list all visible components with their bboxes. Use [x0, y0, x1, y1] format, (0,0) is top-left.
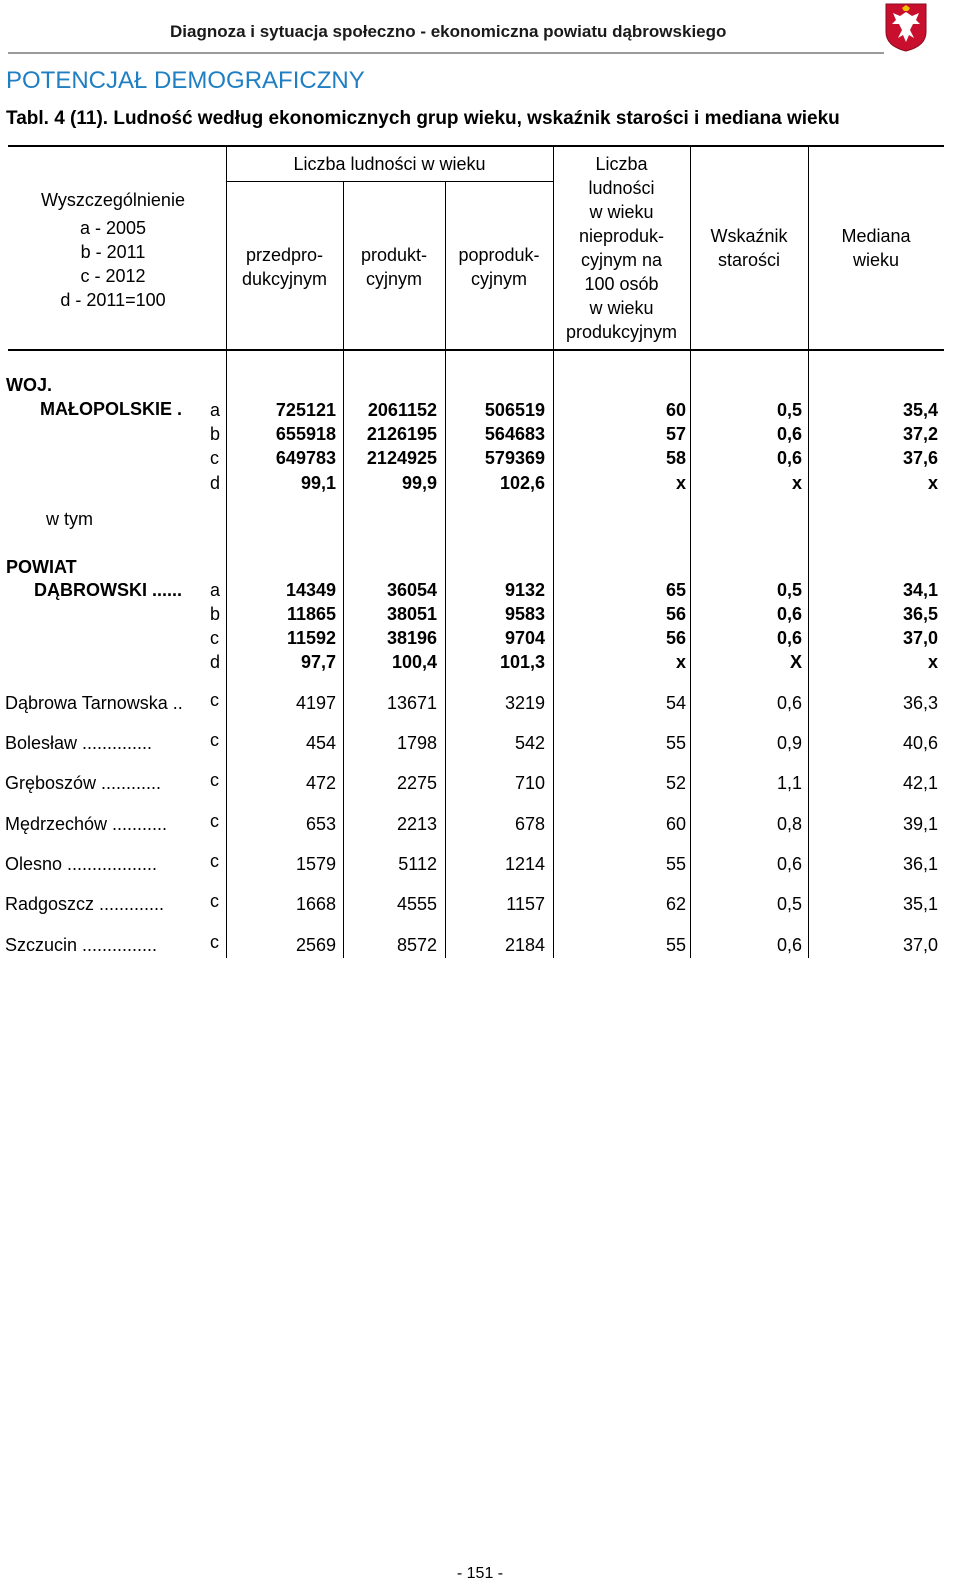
table-cell: 42,1 — [902, 773, 938, 793]
col-header-group: Liczba ludności w wieku — [293, 154, 486, 174]
table-cell: 0,5 — [776, 894, 802, 914]
table-cell: 2061152 — [367, 400, 437, 420]
table-cell: 9132 — [504, 580, 545, 600]
table-cell: 0,5 — [776, 400, 802, 420]
table-cell: 39,1 — [902, 814, 938, 834]
table-cell: 542 — [514, 733, 545, 753]
table-cell: 0,9 — [776, 733, 802, 753]
coat-of-arms-icon — [884, 2, 928, 52]
table-cell: 725121 — [275, 400, 336, 420]
col-divider — [445, 182, 446, 958]
header-rule — [8, 52, 884, 54]
table-cell: 8572 — [396, 935, 437, 955]
table-cell: 0,6 — [776, 935, 802, 955]
table-cell: 34,1 — [902, 580, 938, 600]
header-bottom-rule — [8, 349, 944, 351]
table-cell: 36,3 — [902, 693, 938, 713]
table-cell: 56 — [665, 604, 686, 624]
county-name-line1: POWIAT — [6, 557, 77, 577]
in-which-label: w tym — [46, 509, 93, 529]
table-cell: 14349 — [285, 580, 336, 600]
col-header-spec: Wyszczególnienie a - 2005 b - 2011 c - 2012 d - 2011=100 — [41, 190, 185, 310]
year-variant-letter: c — [210, 811, 219, 831]
table-cell: 1214 — [504, 854, 545, 874]
year-variant-letter: c — [210, 770, 219, 790]
table-title: Tabl. 4 (11). Ludność według ekonomicznych grup wieku, wskaźnik starości i mediana wieku — [6, 108, 840, 129]
table-cell: 1579 — [295, 854, 336, 874]
table-cell: 54 — [665, 693, 686, 713]
col-header-prod: produkt- cyjnym — [360, 245, 428, 289]
table-cell: 102,6 — [499, 473, 545, 493]
section-title: POTENCJAŁ DEMOGRAFICZNY — [6, 67, 365, 94]
region-name-line2: MAŁOPOLSKIE . — [40, 399, 183, 419]
table-cell: 65 — [665, 580, 686, 600]
table-cell: 4197 — [295, 693, 336, 713]
table-cell: 710 — [514, 773, 545, 793]
col-header-pre: przedpro- dukcyjnym — [241, 245, 328, 289]
year-variant-letter: d — [210, 473, 221, 493]
table-cell: 40,6 — [902, 733, 938, 753]
table-cell: 60 — [665, 814, 686, 834]
table-cell: 454 — [305, 733, 336, 753]
table-cell: 9704 — [504, 628, 545, 648]
table-cell: 1798 — [396, 733, 437, 753]
table-cell: 60 — [665, 400, 686, 420]
region-name-line1: WOJ. — [6, 375, 53, 395]
year-variant-letter: c — [210, 448, 219, 468]
table-cell: 2213 — [396, 814, 437, 834]
table-cell: 35,4 — [902, 400, 938, 420]
table-cell: 56 — [665, 628, 686, 648]
table-cell: 99,9 — [401, 473, 437, 493]
table-cell: 2126195 — [366, 424, 437, 444]
table-cell: x — [675, 652, 686, 672]
table-cell: 101,3 — [499, 652, 545, 672]
table-cell: x — [927, 652, 938, 672]
table-cell: x — [675, 473, 686, 493]
table-cell: 35,1 — [902, 894, 938, 914]
table-cell: 55 — [665, 935, 686, 955]
year-variant-letter: c — [210, 730, 219, 750]
year-variant-letter: c — [210, 628, 219, 648]
year-variant-letter: c — [210, 851, 219, 871]
year-variant-letter: a — [210, 400, 221, 420]
table-cell: 57 — [665, 424, 686, 444]
table-cell: 62 — [665, 894, 686, 914]
table-cell: 55 — [665, 733, 686, 753]
group-rule — [226, 181, 553, 182]
table-cell: 52 — [665, 773, 686, 793]
table-cell: 5112 — [398, 854, 437, 874]
table-cell: 37,0 — [902, 935, 938, 955]
year-variant-letter: c — [210, 932, 219, 952]
table-cell: 3219 — [504, 693, 545, 713]
table-cell: 579369 — [484, 448, 545, 468]
year-variant-letter: c — [210, 891, 219, 911]
year-variant-letter: a — [210, 580, 221, 600]
table-cell: 2124925 — [366, 448, 437, 468]
commune-name: Mędrzechów ........... — [5, 814, 168, 834]
county-name-line2: DĄBROWSKI ...... — [34, 580, 182, 600]
table-cell: 2569 — [295, 935, 336, 955]
commune-name: Olesno .................. — [5, 854, 158, 874]
col-divider — [343, 182, 344, 958]
table-cell: 36054 — [386, 580, 437, 600]
year-variant-letter: c — [210, 690, 219, 710]
table-cell: 649783 — [275, 448, 336, 468]
table-cell: X — [789, 652, 802, 672]
table-top-rule — [8, 145, 944, 147]
table-cell: 11592 — [286, 628, 336, 648]
table-cell: 13671 — [386, 693, 437, 713]
table-cell: 37,6 — [902, 448, 938, 468]
col-header-ratio: Liczba ludności w wieku nieproduk- cyjnym na 100 osób w wieku produkcyjnym — [565, 154, 678, 342]
table-cell: 655918 — [275, 424, 336, 444]
table-cell: 564683 — [484, 424, 545, 444]
table-cell: 100,4 — [391, 652, 437, 672]
table-cell: 37,2 — [902, 424, 938, 444]
year-variant-letter: d — [210, 652, 221, 672]
table-cell: 0,6 — [776, 424, 802, 444]
table-cell: 0,5 — [776, 580, 802, 600]
col-header-median: Mediana wieku — [841, 226, 911, 270]
table-cell: 97,7 — [300, 652, 336, 672]
table-cell: 0,6 — [776, 448, 802, 468]
page-number: - 151 - — [456, 1565, 504, 1582]
year-variant-letter: b — [210, 604, 221, 624]
table-cell: 0,6 — [776, 628, 802, 648]
table-cell: 4555 — [396, 894, 437, 914]
table-cell: 0,8 — [776, 814, 802, 834]
table-cell: 0,6 — [776, 604, 802, 624]
table-cell: 1,1 — [776, 773, 802, 793]
table-cell: 9583 — [504, 604, 545, 624]
table-cell: 506519 — [484, 400, 545, 420]
commune-name: Radgoszcz ............. — [5, 894, 165, 914]
year-variant-letter: b — [210, 424, 221, 444]
table-cell: 2275 — [396, 773, 437, 793]
table-cell: x — [791, 473, 802, 493]
table-cell: 38196 — [386, 628, 437, 648]
commune-name: Bolesław .............. — [5, 733, 153, 753]
table-cell: 36,5 — [902, 604, 938, 624]
table-cell: 653 — [305, 814, 336, 834]
table-cell: 36,1 — [902, 854, 938, 874]
table-cell: 678 — [514, 814, 545, 834]
table-cell: x — [927, 473, 938, 493]
commune-name: Gręboszów ............ — [5, 773, 162, 793]
table-cell: 472 — [305, 773, 336, 793]
table-cell: 0,6 — [776, 854, 802, 874]
table-cell: 55 — [665, 854, 686, 874]
table-cell: 0,6 — [776, 693, 802, 713]
col-header-post: poproduk- cyjnym — [458, 245, 540, 289]
document-header-title: Diagnoza i sytuacja społeczno - ekonomiczna powiatu dąbrowskiego — [170, 22, 727, 41]
table-cell: 38051 — [386, 604, 437, 624]
table-cell: 37,0 — [902, 628, 938, 648]
table-cell: 1668 — [295, 894, 336, 914]
table-cell: 99,1 — [300, 473, 336, 493]
table-cell: 11865 — [286, 604, 336, 624]
commune-name: Dąbrowa Tarnowska .. — [5, 693, 183, 713]
col-header-aging: Wskaźnik starości — [710, 226, 788, 270]
table-cell: 58 — [665, 448, 686, 468]
table-cell: 1157 — [506, 894, 545, 914]
table-cell: 2184 — [504, 935, 545, 955]
commune-name: Szczucin ............... — [5, 935, 158, 955]
